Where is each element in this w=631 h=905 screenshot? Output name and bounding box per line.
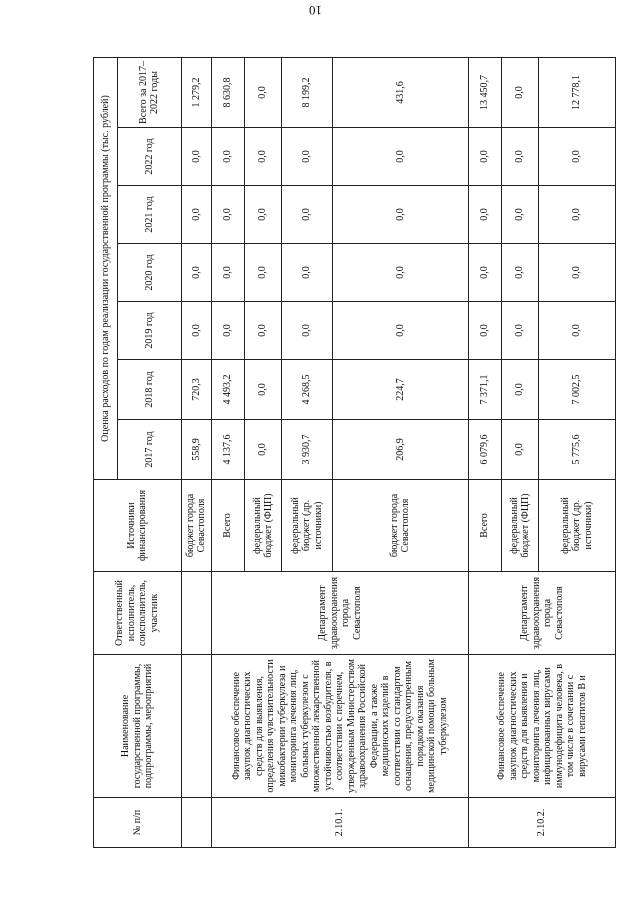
value-cell: 0,0 xyxy=(282,244,332,302)
item-number: 2.10.1. xyxy=(212,798,469,848)
value-cell: 0,0 xyxy=(332,302,469,360)
value-cell: 0,0 xyxy=(245,302,282,360)
value-cell: 0,0 xyxy=(502,302,539,360)
header-year: 2022 год xyxy=(118,128,181,186)
table-row xyxy=(469,57,502,847)
value-cell: 7 002,5 xyxy=(539,360,616,420)
empty-cell xyxy=(181,798,212,848)
value-cell: 0,0 xyxy=(502,360,539,420)
value-cell: 0,0 xyxy=(212,244,245,302)
value-cell: 1 279,2 xyxy=(181,57,212,127)
header-year: 2021 год xyxy=(118,186,181,244)
value-cell: 0,0 xyxy=(332,186,469,244)
value-cell: 8 199,2 xyxy=(282,57,332,127)
value-cell: 0,0 xyxy=(502,420,539,480)
value-cell: 6 079,6 xyxy=(469,420,502,480)
financing-table xyxy=(93,57,616,848)
value-cell: 0,0 xyxy=(539,244,616,302)
value-cell: 12 778,1 xyxy=(539,57,616,127)
source-cell: бюджет города Севастополя xyxy=(181,480,212,572)
header-executor: Ответственный исполнитель, соисполнитель, участник xyxy=(94,572,182,655)
value-cell: 206,9 xyxy=(332,420,469,480)
header-total: Всего за 2017–2022 годы xyxy=(118,57,181,127)
item-executor: Департамент здравоохранения города Севастополя xyxy=(212,572,469,655)
value-cell: 0,0 xyxy=(245,244,282,302)
value-cell: 0,0 xyxy=(502,57,539,127)
value-cell: 0,0 xyxy=(469,244,502,302)
value-cell: 4 137,6 xyxy=(212,420,245,480)
header-source: Источники финансирования xyxy=(94,480,182,572)
page-number: 10 xyxy=(309,3,322,18)
value-cell: 0,0 xyxy=(539,302,616,360)
source-cell: федеральный бюджет (ФЦП) xyxy=(245,480,282,572)
empty-cell xyxy=(181,655,212,798)
value-cell: 0,0 xyxy=(212,128,245,186)
value-cell: 0,0 xyxy=(212,302,245,360)
value-cell: 13 450,7 xyxy=(469,57,502,127)
value-cell: 0,0 xyxy=(282,302,332,360)
header-year: 2020 год xyxy=(118,244,181,302)
table-row xyxy=(181,57,212,847)
value-cell: 8 630,8 xyxy=(212,57,245,127)
value-cell: 224,7 xyxy=(332,360,469,420)
value-cell: 0,0 xyxy=(181,186,212,244)
value-cell: 0,0 xyxy=(245,186,282,244)
value-cell: 0,0 xyxy=(212,186,245,244)
value-cell: 0,0 xyxy=(469,128,502,186)
table-row xyxy=(212,57,245,847)
header-num: № п/п xyxy=(94,798,182,848)
header-year: 2017 год xyxy=(118,420,181,480)
value-cell: 0,0 xyxy=(502,244,539,302)
value-cell: 5 775,6 xyxy=(539,420,616,480)
header-year: 2019 год xyxy=(118,302,181,360)
source-cell: Всего xyxy=(469,480,502,572)
value-cell: 0,0 xyxy=(282,128,332,186)
value-cell: 3 930,7 xyxy=(282,420,332,480)
value-cell: 0,0 xyxy=(502,186,539,244)
rotated-page-content xyxy=(93,58,616,848)
header-row-1 xyxy=(94,57,118,847)
value-cell: 0,0 xyxy=(502,128,539,186)
value-cell: 7 371,1 xyxy=(469,360,502,420)
value-cell: 0,0 xyxy=(539,128,616,186)
value-cell: 431,6 xyxy=(332,57,469,127)
source-cell: федеральный бюджет (ФЦП) xyxy=(502,480,539,572)
item-executor: Департамент здравоохранения города Севастополя xyxy=(469,572,616,655)
item-name: Финансовое обеспечение закупок диагностических средств для выявления и мониторинга лечения лиц, инфицированных вирусами иммунодефицита человека, в том числе в сочетании с вирусами гепатитов B и xyxy=(469,655,616,798)
value-cell: 0,0 xyxy=(332,128,469,186)
value-cell: 0,0 xyxy=(245,360,282,420)
item-name: Финансовое обеспечение закупок диагностических средств для выявления, определения чувствительности микобактерии туберкулеза и мониторинга лечения лиц, больных туберкулезом с множественной лекарственной устойчивостью возбудителя, в соответствии с перечнем, утвержденным Министерством здравоохранения Российской Федерации, а также медицинских изделий в соответствии со стандартом оснащения, предусмотренным порядком оказания медицинской помощи больным туберкулезом xyxy=(212,655,469,798)
value-cell: 0,0 xyxy=(245,420,282,480)
source-cell: федеральный бюджет (др. источники) xyxy=(539,480,616,572)
value-cell: 4 493,2 xyxy=(212,360,245,420)
value-cell: 4 268,5 xyxy=(282,360,332,420)
empty-cell xyxy=(181,572,212,655)
header-estimate: Оценка расходов по годам реализации государственной программы (тыс. рублей) xyxy=(94,57,118,479)
value-cell: 720,3 xyxy=(181,360,212,420)
source-cell: Всего xyxy=(212,480,245,572)
value-cell: 0,0 xyxy=(181,244,212,302)
value-cell: 0,0 xyxy=(245,128,282,186)
source-cell: федеральный бюджет (др. источники) xyxy=(282,480,332,572)
value-cell: 0,0 xyxy=(469,302,502,360)
value-cell: 0,0 xyxy=(282,186,332,244)
value-cell: 0,0 xyxy=(245,57,282,127)
item-number: 2.10.2. xyxy=(469,798,616,848)
value-cell: 0,0 xyxy=(469,186,502,244)
value-cell: 0,0 xyxy=(332,244,469,302)
value-cell: 558,9 xyxy=(181,420,212,480)
header-year: 2018 год xyxy=(118,360,181,420)
header-name: Наименование государственной программы, подпрограммы, мероприятий xyxy=(94,655,182,798)
source-cell: бюджет города Севастополя xyxy=(332,480,469,572)
value-cell: 0,0 xyxy=(539,186,616,244)
value-cell: 0,0 xyxy=(181,302,212,360)
value-cell: 0,0 xyxy=(181,128,212,186)
